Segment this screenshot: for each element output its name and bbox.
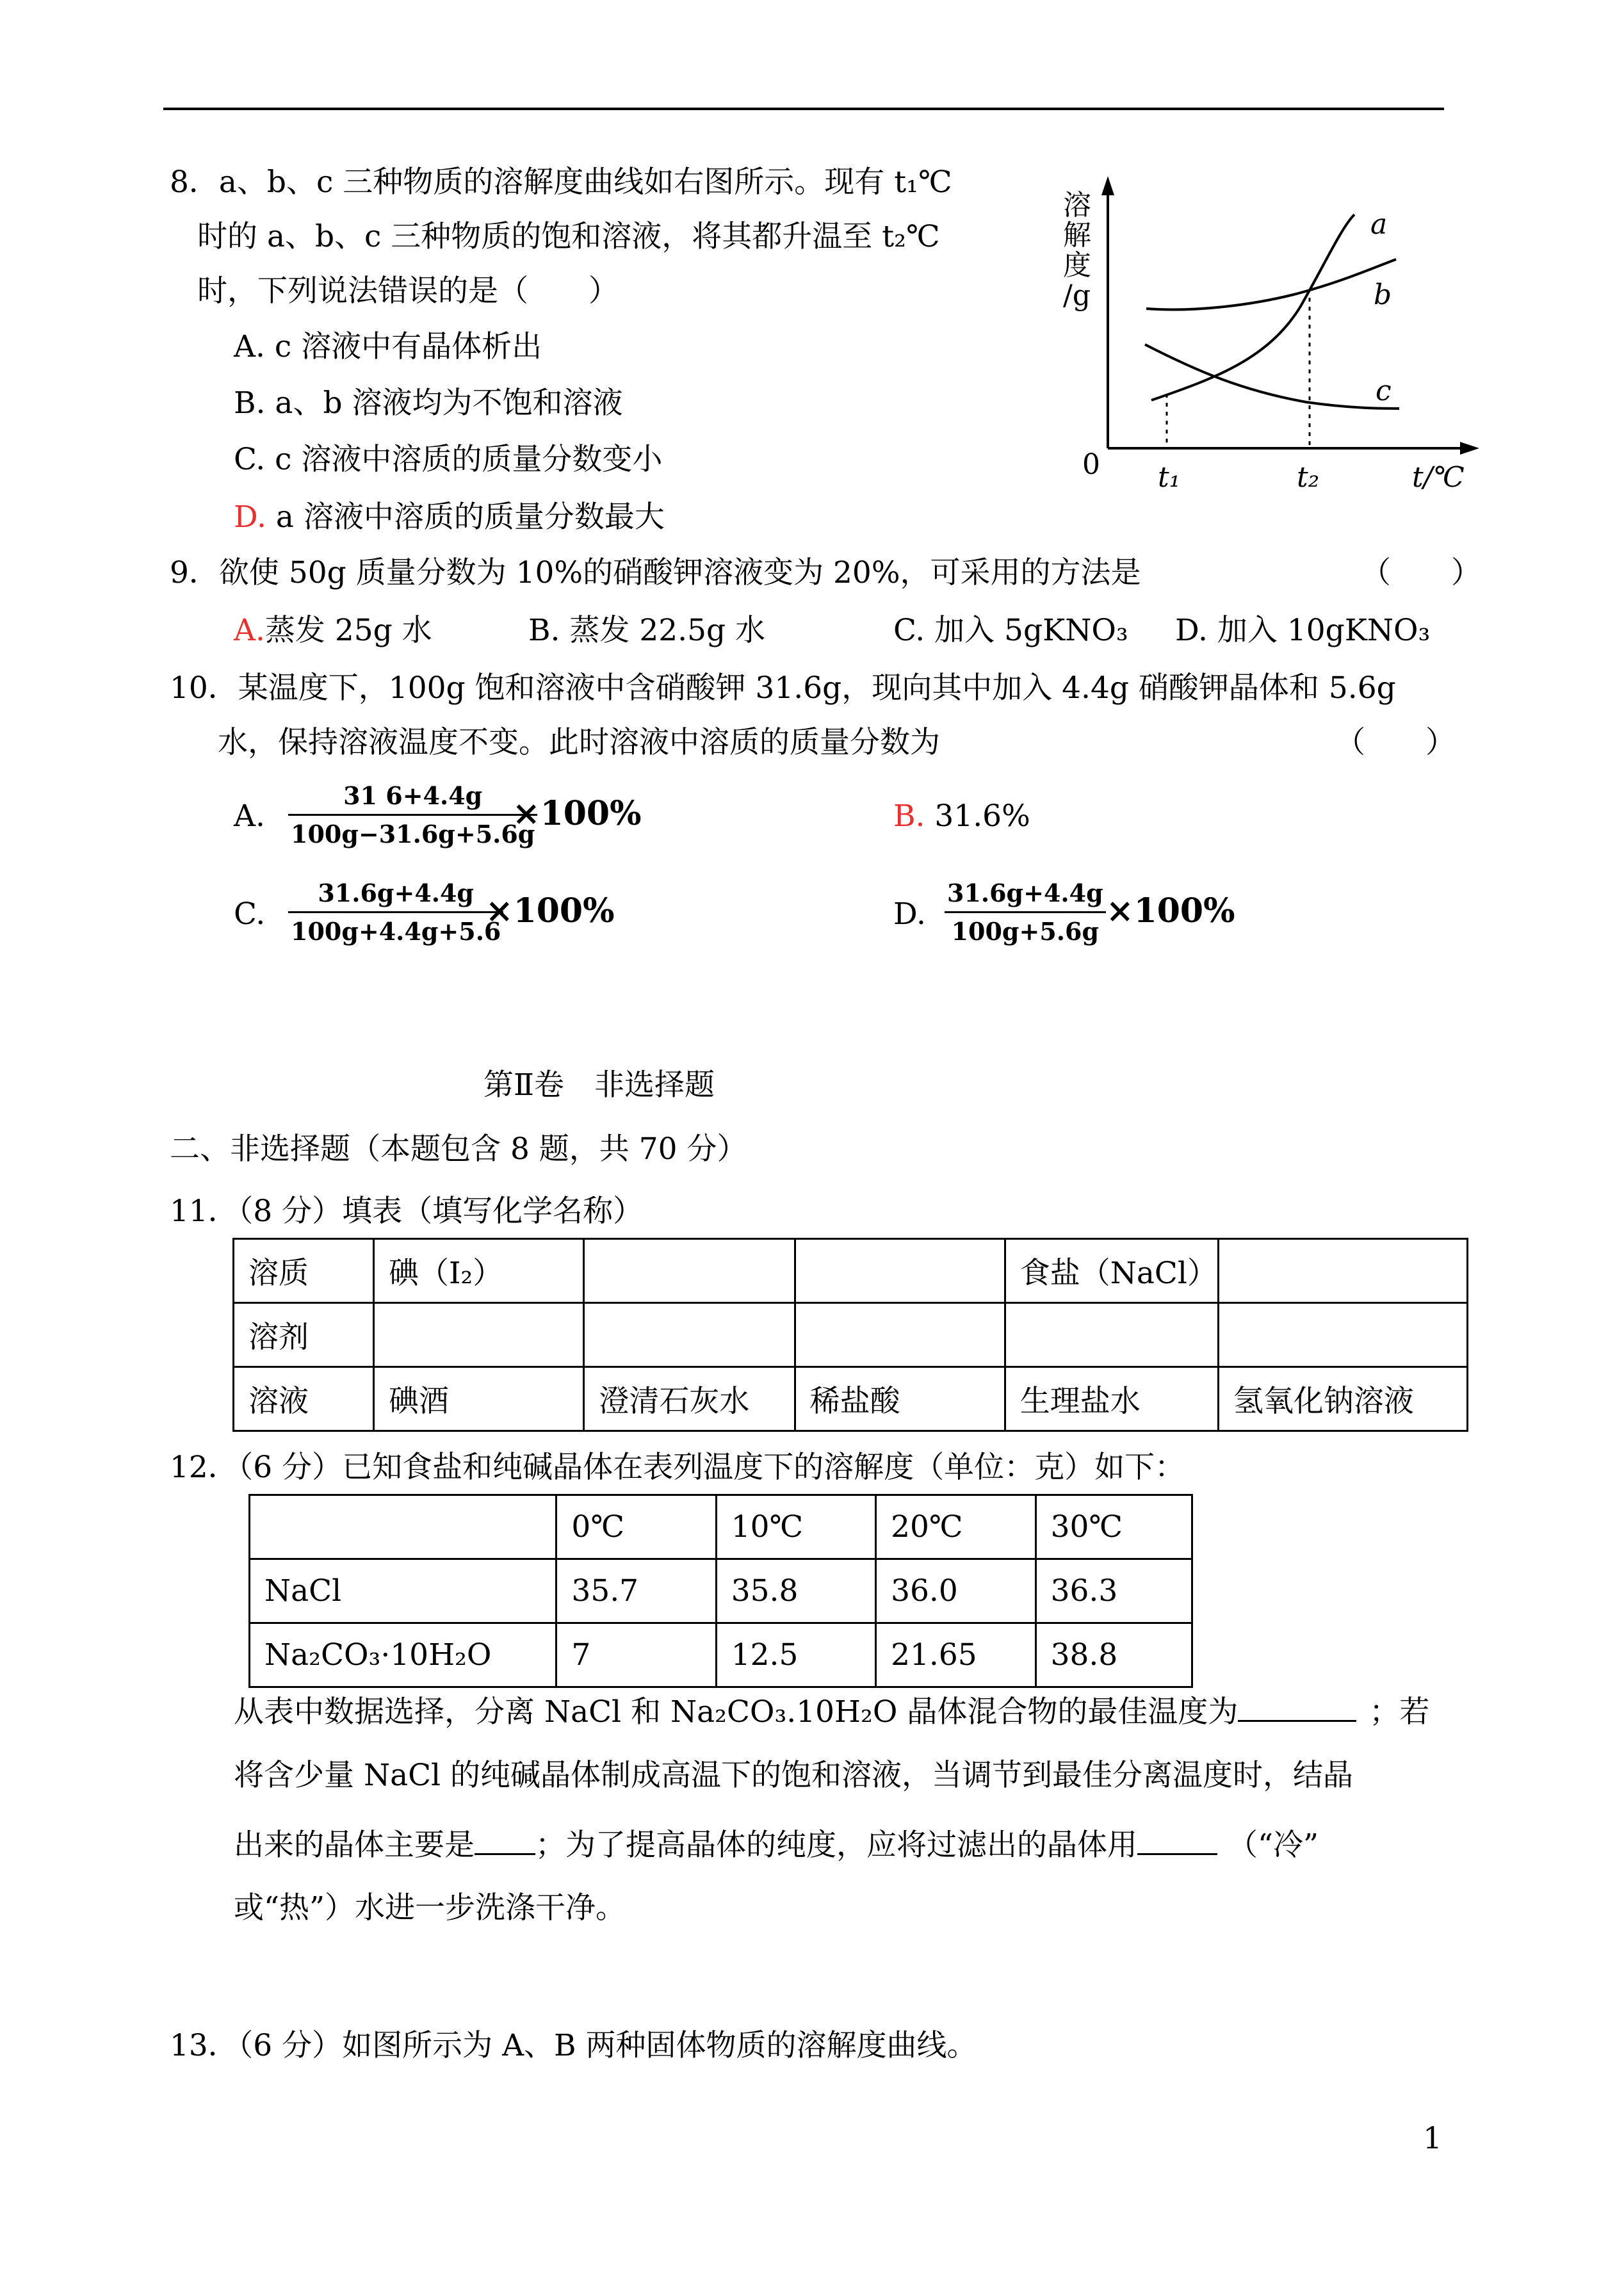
x-axis-label: t/℃ [1412,461,1465,494]
q12-p1-text: 从表中数据选择，分离 NaCl 和 Na₂CO₃.10H₂O 晶体混合物的最佳温度为 [234,1694,1238,1730]
q12-row-na2co3 [250,1623,1192,1687]
q11-blank-cell[interactable] [795,1303,1005,1367]
q12-header-cell: 10℃ [716,1495,875,1559]
q10-option-a-fraction [288,781,537,848]
q12-blank-crystal[interactable] [475,1824,535,1855]
q11-cell: 食盐（NaCl） [1005,1239,1218,1303]
q12-cell: 35.7 [556,1559,716,1623]
q11-blank-cell[interactable] [584,1303,795,1367]
q11-cell: 碘（I₂） [373,1239,584,1303]
header-rule [163,108,1444,110]
q10-option-c-fraction [288,879,503,946]
q10-option-d-numerator: 31.6g+4.4g [945,879,1106,913]
section-title: 第Ⅱ卷 非选择题 [483,1067,715,1103]
q12-cell: NaCl [250,1559,556,1623]
q12-stem: 12．（6 分）已知食盐和纯碱晶体在表列温度下的溶解度（单位：克）如下： [170,1450,1185,1485]
q10-option-d-fraction [945,879,1106,946]
q12-header-row [250,1495,1192,1559]
curve-c-label: c [1376,375,1392,407]
q11-cell: 溶剂 [234,1303,374,1367]
q10-line2: 水，保持溶液温度不变。此时溶液中溶质的质量分数为 [218,725,940,760]
q9-answer-paren: （ ） [1361,555,1481,590]
q11-blank-cell[interactable] [795,1239,1005,1303]
q12-paragraph-line3 [234,1824,1319,1865]
q12-header-cell: 0℃ [556,1495,716,1559]
y-label-char-1: 溶 [1063,189,1091,222]
q9-stem: 9．欲使 50g 质量分数为 10%的硝酸钾溶液变为 20%，可采用的方法是 [170,555,1141,590]
x-axis-arrow [1460,442,1479,455]
q12-paragraph-line1 [234,1691,1429,1731]
q10-answer-paren: （ ） [1335,725,1456,760]
q11-cell: 生理盐水 [1005,1367,1218,1431]
q10-option-c-denominator: 100g+4.4g+5.6 [291,917,501,946]
q12-blank-water[interactable] [1137,1824,1217,1855]
q12-cell: 38.8 [1035,1623,1192,1687]
q12-paragraph-line4: 或“热”）水进一步洗涤干净。 [234,1890,626,1926]
q12-header-cell [250,1495,556,1559]
q11-row-solute [234,1239,1468,1303]
q10-option-a-denominator: 100g−31.6g+5.6g [291,820,535,848]
q11-cell: 氢氧化钠溶液 [1218,1367,1467,1431]
q11-blank-cell[interactable] [1005,1303,1218,1367]
q10-option-b-text: 31.6% [925,799,1030,834]
q9-option-a-letter: A. [234,613,265,648]
q10-option-d-denominator: 100g+5.6g [951,917,1100,946]
q11-cell: 溶质 [234,1239,374,1303]
q12-p3-text-c: （“冷” [1228,1828,1319,1863]
q8-option-d [234,498,665,537]
q12-cell: 35.8 [716,1559,875,1623]
q12-table [248,1494,1193,1688]
q8-option-b: B. a、b 溶液均为不饱和溶液 [234,385,623,421]
section-subtitle: 二、非选择题（本题包含 8 题，共 70 分） [170,1131,747,1167]
q12-row-nacl [250,1559,1192,1623]
q8-solubility-graph [1050,166,1486,512]
q10-option-d-times: ×100% [1106,891,1235,930]
q8-option-d-text: a 溶液中溶质的质量分数最大 [266,499,665,535]
q11-blank-cell[interactable] [373,1303,584,1367]
q12-blank-temperature[interactable] [1238,1691,1356,1722]
q8-line3: 时，下列说法错误的是（ ） [197,273,619,309]
q9-option-c: C. 加入 5gKNO₃ [893,613,1128,648]
y-label-char-2: 解 [1063,219,1091,252]
q12-cell: Na₂CO₃·10H₂O [250,1623,556,1687]
curve-a [1151,215,1354,400]
q9-option-b: B. 蒸发 22.5g 水 [528,613,766,648]
q12-header-cell: 20℃ [876,1495,1035,1559]
origin-label: 0 [1082,448,1100,481]
q10-line1: 10．某温度下，100g 饱和溶液中含硝酸钾 31.6g，现向其中加入 4.4g 硝酸钾晶体和 5.6g [170,670,1396,706]
q12-p3-text-b: ；为了提高晶体的纯度，应将过滤出的晶体用 [535,1828,1137,1863]
q11-blank-cell[interactable] [584,1239,795,1303]
q12-p1-end: ；若 [1369,1694,1430,1730]
q11-cell: 稀盐酸 [795,1367,1005,1431]
q10-option-d-letter: D. [893,896,926,932]
q11-blank-cell[interactable] [1218,1303,1467,1367]
q10-option-a-letter: A. [234,799,265,834]
page-number: 1 [1423,2121,1442,2156]
q12-cell: 36.3 [1035,1559,1192,1623]
q10-option-c-times: ×100% [485,891,615,930]
q12-paragraph-line2: 将含少量 NaCl 的纯碱晶体制成高温下的饱和溶液，当调节到最佳分离温度时，结晶 [234,1758,1354,1793]
q11-row-solution [234,1367,1468,1431]
q8-line2: 时的 a、b、c 三种物质的饱和溶液，将其都升温至 t₂℃ [197,219,940,254]
t2-label: t₂ [1297,461,1320,494]
q11-cell: 澄清石灰水 [584,1367,795,1431]
q8-line1: 8．a、b、c 三种物质的溶解度曲线如右图所示。现有 t₁℃ [170,165,952,200]
q12-header-cell: 30℃ [1035,1495,1192,1559]
curve-b [1146,259,1396,309]
curve-a-label: a [1370,208,1388,241]
q11-cell: 溶液 [234,1367,374,1431]
q11-stem: 11．（8 分）填表（填写化学名称） [170,1194,644,1229]
q10-option-a-times: ×100% [512,794,642,833]
q13-stem: 13．（6 分）如图所示为 A、B 两种固体物质的溶解度曲线。 [170,2028,977,2063]
q11-blank-cell[interactable] [1218,1239,1467,1303]
q12-cell: 21.65 [876,1623,1035,1687]
q11-row-solvent [234,1303,1468,1367]
q8-option-a: A. c 溶液中有晶体析出 [234,329,542,364]
q8-option-c: C. c 溶液中溶质的质量分数变小 [234,442,663,477]
q12-cell: 7 [556,1623,716,1687]
q10-option-b [893,797,1030,836]
y-label-char-4: /g [1063,279,1091,312]
q9-option-a-text: 蒸发 25g 水 [264,613,432,648]
t1-label: t₁ [1158,461,1181,494]
y-label-char-3: 度 [1063,249,1091,282]
q9-option-d: D. 加入 10gKNO₃ [1175,613,1431,648]
q9-option-a [234,612,432,650]
q12-p3-text-a: 出来的晶体主要是 [234,1828,475,1863]
q12-cell: 36.0 [876,1559,1035,1623]
q10-option-c-letter: C. [234,896,266,932]
q11-cell: 碘酒 [373,1367,584,1431]
q8-option-d-letter: D. [234,499,266,535]
curve-c [1145,345,1399,409]
q10-option-b-letter: B. [893,799,925,834]
y-axis-arrow [1101,176,1114,195]
q10-option-a-numerator: 31 6+4.4g [288,781,537,816]
curve-b-label: b [1374,279,1392,311]
q10-option-c-numerator: 31.6g+4.4g [288,879,503,913]
q11-table [232,1238,1468,1432]
q12-cell: 12.5 [716,1623,875,1687]
